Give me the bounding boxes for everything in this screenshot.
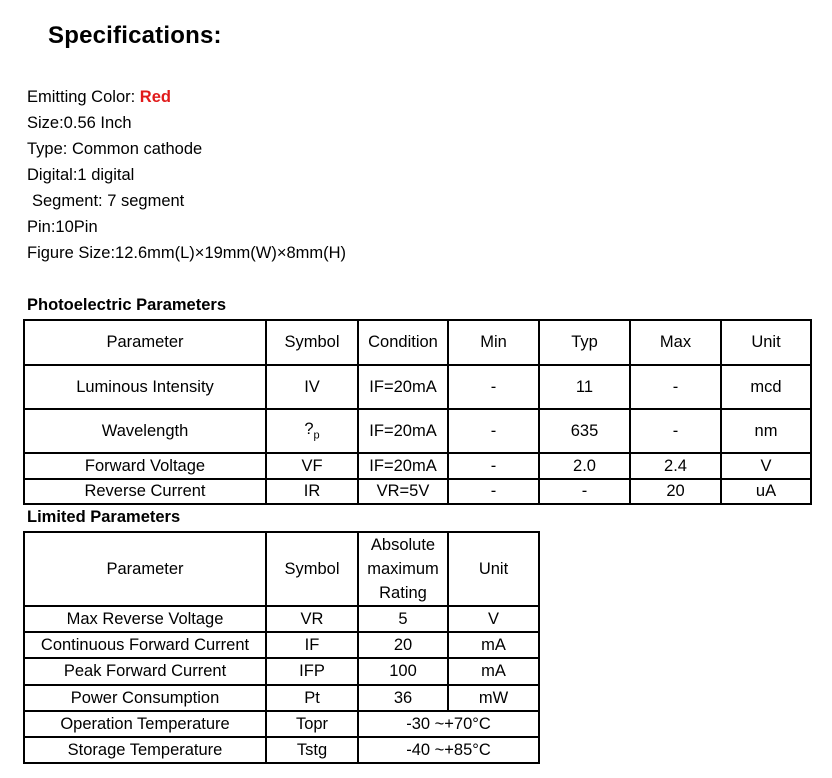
header-cell: Typ [539, 320, 630, 365]
spec-pin: Pin:10Pin [27, 218, 98, 236]
table-cell: 20 [358, 632, 448, 658]
spec-emitting-color [27, 84, 346, 110]
table-cell: Forward Voltage [24, 453, 266, 479]
table-cell: Power Consumption [24, 685, 266, 711]
header-cell: Parameter [24, 532, 266, 606]
table-cell: -40 ~+85°C [358, 737, 539, 763]
header-cell: Min [448, 320, 539, 365]
header-cell: Symbol [266, 320, 358, 365]
photoelectric-title: Photoelectric Parameters [27, 296, 227, 314]
table-cell: 36 [358, 685, 448, 711]
table-cell: IF [266, 632, 358, 658]
table-cell: 20 [630, 479, 721, 504]
header-cell: Symbol [266, 532, 358, 606]
header-cell: Parameter [24, 320, 266, 365]
table-cell: 2.4 [630, 453, 721, 479]
spec-digital: Digital:1 digital [27, 166, 135, 184]
table-row [24, 453, 811, 479]
table-cell: VR [266, 606, 358, 632]
spec-list [27, 84, 346, 266]
table-cell: - [448, 479, 539, 504]
table-cell: 635 [539, 409, 630, 453]
table-row [24, 606, 539, 632]
table-cell: IV [266, 365, 358, 409]
table-cell: V [448, 606, 539, 632]
table-cell: mA [448, 658, 539, 685]
table-cell: Storage Temperature [24, 737, 266, 763]
header-cell: Condition [358, 320, 448, 365]
header-cell: Unit [721, 320, 811, 365]
table-row [24, 737, 539, 763]
table-cell: IF=20mA [358, 453, 448, 479]
spec-type: Type: Common cathode [27, 140, 203, 158]
table-cell: nm [721, 409, 811, 453]
table-header-row [24, 320, 811, 365]
table-cell: Pt [266, 685, 358, 711]
wavelength-symbol: ? [304, 420, 314, 439]
table-cell: - [539, 479, 630, 504]
table-cell [266, 409, 358, 453]
table-row [24, 632, 539, 658]
table-cell: 11 [539, 365, 630, 409]
table-cell: IFP [266, 658, 358, 685]
table-cell: mA [448, 632, 539, 658]
table-row [24, 711, 539, 737]
table-cell: Operation Temperature [24, 711, 266, 737]
table-cell: uA [721, 479, 811, 504]
table-cell: IF=20mA [358, 409, 448, 453]
table-cell: - [448, 409, 539, 453]
emitting-color-label: Emitting Color: [27, 88, 140, 106]
header-cell: Max [630, 320, 721, 365]
table-cell: - [630, 365, 721, 409]
limited-table [23, 531, 540, 764]
wavelength-symbol-sub: p [313, 429, 320, 442]
table-cell: mcd [721, 365, 811, 409]
table-cell: Wavelength [24, 409, 266, 453]
table-row [24, 479, 811, 504]
table-row [24, 685, 539, 711]
table-cell: Luminous Intensity [24, 365, 266, 409]
header-cell: Unit [448, 532, 539, 606]
table-row [24, 365, 811, 409]
table-cell: VR=5V [358, 479, 448, 504]
header-cell: Absolute maximum Rating [358, 532, 448, 606]
spec-figure-size: Figure Size:12.6mm(L)×19mm(W)×8mm(H) [27, 244, 347, 262]
emitting-color-value: Red [139, 88, 171, 106]
table-cell: Continuous Forward Current [24, 632, 266, 658]
table-cell: IR [266, 479, 358, 504]
table-row [24, 409, 811, 453]
table-cell: 2.0 [539, 453, 630, 479]
photoelectric-table [23, 319, 812, 505]
table-cell: Tstg [266, 737, 358, 763]
table-cell: - [448, 365, 539, 409]
spec-segment: Segment: 7 segment [32, 192, 185, 210]
table-cell: VF [266, 453, 358, 479]
table-cell: - [630, 409, 721, 453]
table-cell: Peak Forward Current [24, 658, 266, 685]
table-cell: - [448, 453, 539, 479]
table-cell: 5 [358, 606, 448, 632]
table-header-row [24, 532, 539, 606]
table-cell: 100 [358, 658, 448, 685]
table-cell: IF=20mA [358, 365, 448, 409]
table-cell: Max Reverse Voltage [24, 606, 266, 632]
table-cell: Topr [266, 711, 358, 737]
table-cell: -30 ~+70°C [358, 711, 539, 737]
table-cell: Reverse Current [24, 479, 266, 504]
page-title: Specifications: [48, 22, 222, 49]
table-cell: mW [448, 685, 539, 711]
limited-title: Limited Parameters [27, 508, 181, 526]
table-cell: V [721, 453, 811, 479]
table-row [24, 658, 539, 685]
spec-size: Size:0.56 Inch [27, 114, 132, 132]
